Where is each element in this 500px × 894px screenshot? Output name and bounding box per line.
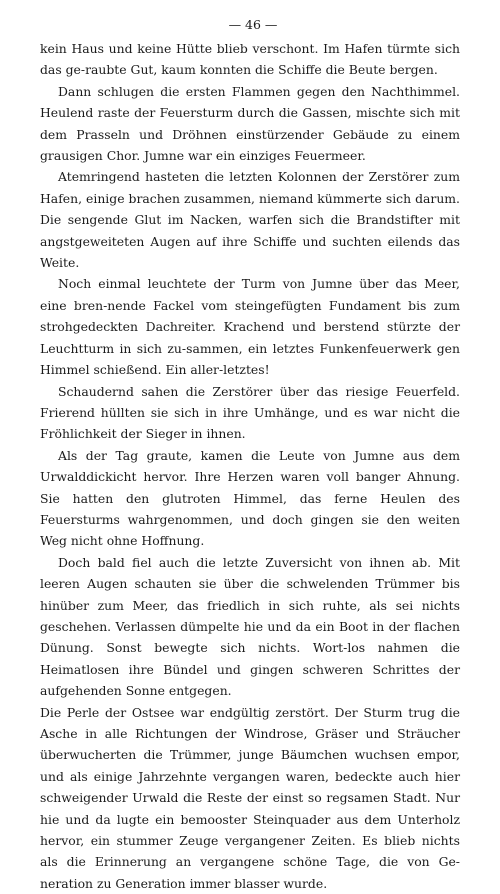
paragraph-dawn: Als der Tag graute, kamen die Leute von Jumne aus dem Urwalddickicht hervor. Ihre Herzen waren voll banger Ahnung. Sie hatten den glutroten Himmel, das ferne Heulen des Feuersturms wahrgenommen, und doch gingen sie den weiten Weg nicht ohne Hoffnung. bbox=[40, 447, 460, 549]
paragraph-firefield: Schaudernd sahen die Zerstörer über das riesige Feuerfeld. Frierend hüllten sie sich in ihre Umhänge, und es war nicht die Fröhlichkeit der Sieger in ihnen. bbox=[40, 383, 460, 442]
paragraph-retreat: Atemringend hasteten die letzten Kolonnen der Zerstörer zum Hafen, einige brachen zusammen, niemand kümmerte sich darum. Die sengende Glut im Nacken, warfen sich die Brandstifter mit angstgeweiteten Augen auf ihre Schiffe und suchten eilends das Weite. bbox=[40, 169, 460, 271]
page-number: — 46 — bbox=[228, 17, 278, 32]
paragraph-despair: Doch bald fiel auch die letzte Zuversicht von ihnen ab. Mit leeren Augen schauten sie über die schwelenden Trümmer bis hinüber zum Meer, das friedlich in sich ruhte, als sei nichts geschehen. Verlassen dümpelte hie und da ein Boot in der flachen Dünung. Sonst bewegte sich nichts. Wort-los nahmen die Heimatlosen ihre Bündel und gingen schweren Schrittes der aufgehenden Sonne entgegen. bbox=[40, 554, 460, 699]
book-page bbox=[40, 16, 460, 894]
paragraph-flames: Dann schlugen die ersten Flammen gegen den Nachthimmel. Heulend raste der Feuersturm durch die Gassen, mischte sich mit dem Prasseln und Dröhnen einstürzender Gebäude zu einem grausigen Chor. Jumne war ein einziges Feuermeer. bbox=[40, 83, 460, 164]
paragraph-lighthouse: Noch einmal leuchtete der Turm von Jumne über das Meer, eine bren-nende Fackel vom steingefügten Fundament bis zum strohgedeckten Dachreiter. Krachend und berstend stürzte der Leuchtturm in sich zu-sammen, ein letztes Funkenfeuerwerk gen Himmel schießend. Ein aller-letztes! bbox=[40, 276, 460, 378]
paragraph-ending: Die Perle der Ostsee war endgültig zerstört. Der Sturm trug die Asche in alle Richtungen der Windrose, Gräser und Sträucher überwucherten die Trümmer, junge Bäumchen wuchsen empor, und als einige Jahrzehnte vergangen waren, bedeckte auch hier schweigender Urwald die Reste der einst so regsamen Stadt. Nur hie und da lugte ein bemooster Steinquader aus dem Unterholz hervor, ein stummer Zeuge vergangener Zeiten. Es blieb nichts als die Erinnerung an vergangene schöne Tage, die von Ge-neration zu Generation immer blasser wurde. bbox=[40, 704, 460, 891]
paragraph-continuation: kein Haus und keine Hütte blieb verschont. Im Hafen türmte sich das ge-raubte Gut, kaum konnten die Schiffe die Beute bergen. bbox=[40, 41, 460, 78]
